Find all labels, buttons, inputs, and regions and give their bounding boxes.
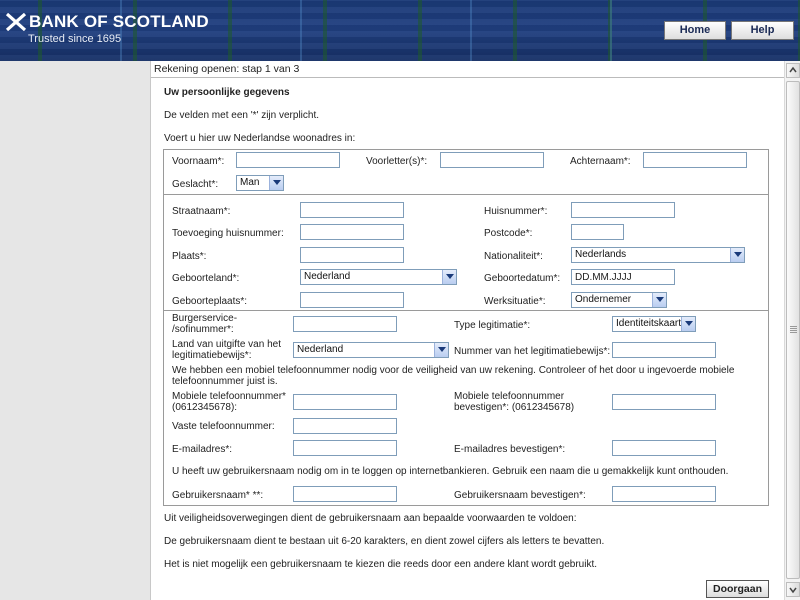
chevron-down-icon[interactable] (652, 293, 666, 307)
land-uitgifte-value: Nederland (297, 344, 344, 355)
address-intro: Voert u hier uw Nederlandse woonadres in: (164, 133, 356, 144)
chevron-down-icon[interactable] (730, 248, 744, 262)
identity-contact-panel (163, 310, 769, 506)
email-input[interactable] (293, 440, 397, 456)
nationaliteit-label: Nationaliteit*: (484, 251, 543, 262)
gebruikersnaam-input[interactable] (293, 486, 397, 502)
vast-label: Vaste telefoonnummer: (172, 421, 275, 432)
geboortedatum-label: Geboortedatum*: (484, 273, 561, 284)
mobile-note-line2: telefoonnummer juist is. (172, 376, 278, 387)
email-bevestigen-input[interactable] (612, 440, 716, 456)
email-bevestigen-label: E-mailadres bevestigen*: (454, 444, 566, 455)
username-note: U heeft uw gebruikersnaam nodig om in te loggen op internetbankieren. Gebruik een naam die u gemakkelijk kunt onthouden. (172, 466, 729, 477)
plaats-label: Plaats*: (172, 251, 207, 262)
nummer-legitimatie-input[interactable] (612, 342, 716, 358)
footer-note-2: De gebruikersnaam dient te bestaan uit 6-20 karakters, en dient zowel cijfers als letters te bevatten. (164, 536, 605, 547)
type-legitimatie-value: Identiteitskaart (616, 318, 682, 329)
geboortedatum-input[interactable] (571, 269, 675, 285)
bsn-label-line2: /sofinummer*: (172, 324, 234, 335)
gebruikersnaam-bevestigen-label: Gebruikersnaam bevestigen*: (454, 490, 586, 501)
achternaam-label: Achternaam*: (570, 156, 631, 167)
bsn-input[interactable] (293, 316, 397, 332)
chevron-up-icon (787, 64, 799, 77)
mobiel-label-line2: (0612345678): (172, 402, 238, 413)
geboorteland-value: Nederland (304, 271, 351, 282)
land-label-line1: Land van uitgifte van het (172, 339, 281, 350)
huisnummer-input[interactable] (571, 202, 675, 218)
chevron-down-icon[interactable] (434, 343, 448, 357)
divider (151, 77, 784, 78)
help-button[interactable]: Help (731, 21, 794, 40)
header-decoration (470, 0, 472, 61)
step-title: Rekening openen: stap 1 van 3 (154, 63, 300, 75)
huisnummer-label: Huisnummer*: (484, 206, 548, 217)
postcode-label: Postcode*: (484, 228, 533, 239)
scroll-up-button[interactable] (786, 63, 800, 78)
bsn-label-line1: Burgerservice- (172, 313, 238, 324)
left-sidebar (0, 61, 151, 600)
scroll-thumb[interactable] (786, 81, 800, 579)
footer-note-3: Het is niet mogelijk een gebruikersnaam te kiezen die reeds door een andere klant wordt gebruikt. (164, 559, 598, 570)
type-legitimatie-label: Type legitimatie*: (454, 320, 531, 331)
voornaam-input[interactable] (236, 152, 340, 168)
grip-icon (790, 326, 797, 333)
werksituatie-label: Werksituatie*: (484, 296, 546, 307)
mobiel-bevestigen-input[interactable] (612, 394, 716, 410)
toevoeging-input[interactable] (300, 224, 404, 240)
chevron-down-icon[interactable] (681, 317, 695, 331)
gebruikersnaam-label: Gebruikersnaam* **: (172, 490, 264, 501)
section-title: Uw persoonlijke gegevens (164, 87, 290, 98)
toevoeging-label: Toevoeging huisnummer: (172, 228, 284, 239)
brand-tagline: Trusted since 1695 (28, 33, 122, 45)
plaats-input[interactable] (300, 247, 404, 263)
home-button[interactable]: Home (664, 21, 726, 40)
mobiel-bevestigen-label-line2: bevestigen*: (0612345678) (454, 402, 575, 413)
header-decoration (300, 0, 302, 61)
type-legitimatie-select[interactable] (612, 316, 696, 332)
brand-logo (6, 12, 209, 45)
land-uitgifte-select[interactable] (293, 342, 449, 358)
mobiel-bevestigen-label-line1: Mobiele telefoonnummer (454, 391, 565, 402)
chevron-down-icon[interactable] (269, 176, 283, 190)
header-decoration (610, 0, 612, 61)
gebruikersnaam-bevestigen-input[interactable] (612, 486, 716, 502)
brand-name: BANK OF SCOTLAND (29, 12, 209, 31)
geboorteplaats-label: Geboorteplaats*: (172, 296, 248, 307)
werksituatie-select[interactable] (571, 292, 667, 308)
chevron-down-icon (787, 583, 799, 596)
land-label-line2: legitimatiebewijs*: (172, 350, 252, 361)
mobiel-input[interactable] (293, 394, 397, 410)
voornaam-label: Voornaam*: (172, 156, 225, 167)
footer-note-1: Uit veiligheidsoverwegingen dient de gebruikersnaam aan bepaalde voorwaarden te voldoen: (164, 513, 577, 524)
nationaliteit-value: Nederlands (575, 249, 627, 260)
straatnaam-label: Straatnaam*: (172, 206, 231, 217)
chevron-down-icon[interactable] (442, 270, 456, 284)
mobile-note-line1: We hebben een mobiel telefoonnummer nodig voor de veiligheid van uw rekening. Controleer of het door u ingevoerde mobiele (172, 365, 735, 376)
email-label: E-mailadres*: (172, 444, 233, 455)
nummer-legitimatie-label: Nummer van het legitimatiebewijs*: (454, 346, 611, 357)
geslacht-select[interactable] (236, 175, 284, 191)
nationaliteit-select[interactable] (571, 247, 745, 263)
straatnaam-input[interactable] (300, 202, 404, 218)
postcode-input[interactable] (571, 224, 624, 240)
site-header (0, 0, 800, 61)
geboorteland-select[interactable] (300, 269, 457, 285)
required-note: De velden met een '*' zijn verplicht. (164, 110, 320, 121)
scroll-down-button[interactable] (786, 582, 800, 597)
voorletters-label: Voorletter(s)*: (366, 156, 428, 167)
geboorteplaats-input[interactable] (300, 292, 404, 308)
next-button[interactable]: Doorgaan (706, 580, 769, 598)
address-panel (163, 194, 769, 311)
voorletters-input[interactable] (440, 152, 544, 168)
geboorteland-label: Geboorteland*: (172, 273, 240, 284)
name-panel (163, 149, 769, 195)
vertical-scrollbar[interactable] (784, 61, 800, 600)
geslacht-label: Geslacht*: (172, 179, 219, 190)
vast-telefoon-input[interactable] (293, 418, 397, 434)
werksituatie-value: Ondernemer (575, 294, 632, 305)
mobiel-label-line1: Mobiele telefoonnummer* (172, 391, 286, 402)
achternaam-input[interactable] (643, 152, 747, 168)
form-content (151, 61, 784, 600)
saltire-icon (6, 13, 26, 31)
geslacht-value: Man (240, 177, 260, 188)
